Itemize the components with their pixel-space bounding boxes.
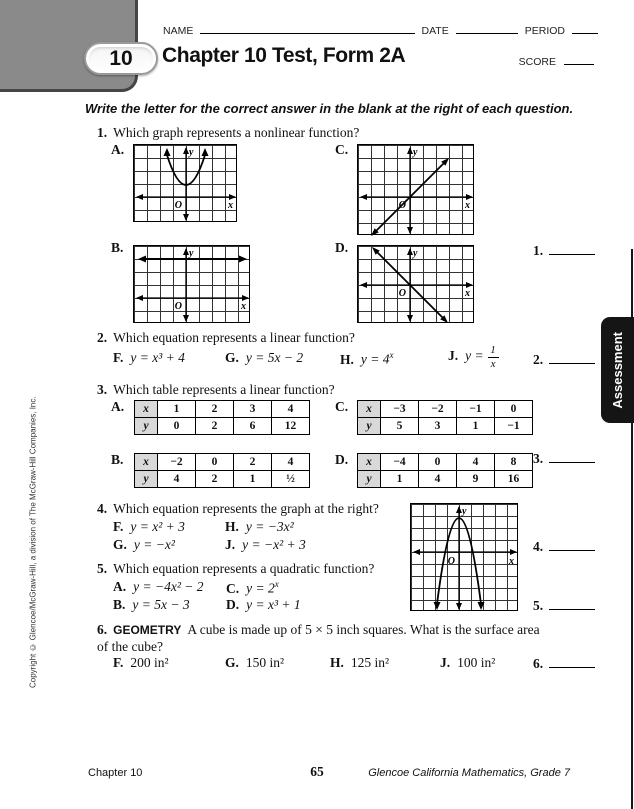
question-5 (97, 561, 374, 577)
q3-choice-a-label: A. (111, 399, 125, 414)
x-axis-left-arrow-icon (136, 194, 143, 200)
q1-graph-a (133, 144, 237, 222)
origin-label: O (398, 200, 406, 211)
answer-blank-6 (533, 656, 595, 672)
x-axis-left-arrow-icon (136, 295, 143, 301)
x-axis-label: x (509, 556, 514, 567)
question-4-number: 4. (97, 501, 108, 516)
assessment-tab-label: Assessment (610, 331, 625, 409)
y-axis-label: y (413, 147, 418, 158)
question-5-number: 5. (97, 561, 108, 576)
question-2-number: 2. (97, 330, 108, 345)
q5-choice-a: A. y = −4x² − 2 (113, 579, 204, 594)
curve-arrow-icon (202, 148, 209, 156)
origin-label: O (174, 200, 182, 211)
q3-choice-d-label: D. (335, 452, 349, 467)
q1-graph-c (357, 144, 474, 235)
answer-6-number: 6. (533, 656, 544, 671)
q3-table-d: x −4 0 4 8 y 1 4 9 16 (357, 453, 533, 488)
q2-choice-h: H. $y = 4^x$ (340, 350, 394, 367)
chapter-number: 10 (109, 46, 133, 70)
parabola-up-graph (134, 145, 238, 223)
origin-label: O (447, 556, 455, 567)
question-3-text: Which table represents a linear function? (113, 382, 335, 397)
assessment-tab (601, 317, 634, 423)
line-arrow-icon (138, 256, 146, 263)
header-fields (163, 24, 598, 37)
horizontal-line-graph (134, 246, 251, 324)
period-label: PERIOD (524, 25, 565, 37)
question-4 (97, 501, 379, 517)
question-6-number: 6. (97, 622, 108, 637)
line-arrow-icon (239, 256, 247, 263)
x-axis-label: x (241, 301, 246, 312)
question-2-text: Which equation represents a linear function? (113, 330, 355, 345)
answer-1-number: 1. (533, 243, 544, 258)
answer-blank-1 (533, 243, 595, 259)
curve-arrow-icon (164, 148, 171, 156)
x-axis-left-arrow-icon (360, 282, 367, 288)
chapter-badge (84, 42, 158, 75)
y-axis-bottom-arrow-icon (183, 214, 189, 221)
q3-table-a: x 1 2 3 4 y 0 2 6 12 (134, 400, 310, 435)
question-2 (97, 330, 355, 346)
footer-chapter: Chapter 10 (88, 767, 143, 779)
question-3-number: 3. (97, 382, 108, 397)
q5-choice-c: C. $y = 2^x$ (226, 579, 279, 596)
answer-4-number: 4. (533, 539, 544, 554)
y-axis-bottom-arrow-icon (183, 315, 189, 322)
x-axis-label: x (228, 200, 233, 211)
parabola-down-graph (411, 504, 519, 612)
q4-choice-f: F. y = x² + 3 (113, 519, 185, 534)
answer-2-number: 2. (533, 352, 544, 367)
x-axis-label: x (465, 200, 470, 211)
answer-2-line[interactable] (549, 353, 595, 364)
q1-choice-b-label: B. (111, 240, 124, 255)
fraction: $\frac{1}{x}$ (488, 344, 499, 370)
answer-6-line[interactable] (549, 657, 595, 668)
q1-choice-a-label: A. (111, 142, 125, 157)
x-axis-label: x (465, 288, 470, 299)
answer-1-line[interactable] (549, 244, 595, 255)
answer-blank-3 (533, 451, 595, 467)
y-axis-label: y (462, 506, 467, 517)
answer-blank-5 (533, 598, 595, 614)
question-3 (97, 382, 335, 398)
q4-choice-j: J. y = −x² + 3 (225, 537, 306, 552)
q6-choice-h: H. 125 in² (330, 655, 390, 670)
increasing-line-graph (358, 145, 475, 236)
y-axis-bottom-arrow-icon (407, 227, 413, 234)
q4-choice-h: H. y = −3x² (225, 519, 294, 534)
q1-choice-d-label: D. (335, 240, 349, 255)
question-1-number: 1. (97, 125, 108, 140)
date-label: DATE (421, 25, 449, 37)
q3-table-b: x −2 0 2 4 y 4 2 1 ½ (134, 453, 310, 488)
question-1 (97, 125, 359, 141)
copyright-vertical-text: Copyright © Glencoe/McGraw-Hill, a division of The McGraw-Hill Companies, Inc. (28, 396, 38, 688)
y-axis-label: y (413, 248, 418, 259)
question-1-text: Which graph represents a nonlinear function? (113, 125, 360, 140)
answer-5-line[interactable] (549, 599, 595, 610)
question-6-keyword: GEOMETRY (113, 623, 182, 637)
instruction-text: Write the letter for the correct answer in the blank at the right of each question. (85, 101, 574, 116)
y-axis-bottom-arrow-icon (407, 315, 413, 322)
q1-choice-c-label: C. (335, 142, 349, 157)
answer-3-number: 3. (533, 451, 544, 466)
q3-table-c: x −3 −2 −1 0 y 5 3 1 −1 (357, 400, 533, 435)
q4-graph (410, 503, 518, 611)
q2-choice-j: J. y = $\frac{1}{x}$ (448, 344, 499, 370)
right-edge-rule (631, 249, 633, 809)
x-axis-left-arrow-icon (360, 194, 367, 200)
question-5-text: Which equation represents a quadratic function? (113, 561, 375, 576)
q1-graph-d (357, 245, 474, 323)
answer-5-number: 5. (533, 598, 544, 613)
origin-label: O (398, 288, 406, 299)
origin-label: O (174, 301, 182, 312)
date-field-line[interactable] (456, 24, 518, 34)
q2-choice-f: F. y = x³ + 4 (113, 350, 185, 365)
q1-graph-b (133, 245, 250, 323)
q2-choice-g: G. y = 5x − 2 (225, 350, 304, 365)
curve-arrow-icon (434, 602, 441, 610)
y-axis-label: y (189, 248, 194, 259)
q6-choice-g: G. 150 in² (225, 655, 285, 670)
q5-choice-b: B. y = 5x − 3 (113, 597, 190, 612)
answer-3-line[interactable] (549, 452, 595, 463)
q4-choice-g: G. y = −x² (113, 537, 175, 552)
y-axis-bottom-arrow-icon (456, 603, 462, 610)
question-6-text: A cube is made up of 5 × 5 inch squares. What is the surface area of the cube? (97, 622, 540, 654)
q6-choice-f: F. 200 in² (113, 655, 169, 670)
answer-4-line[interactable] (549, 540, 595, 551)
page-title: Chapter 10 Test, Form 2A (162, 44, 406, 67)
footer-page-number: 65 (310, 764, 324, 779)
name-field-line[interactable] (200, 24, 414, 34)
question-6 (97, 622, 552, 656)
answer-blank-4 (533, 539, 595, 555)
decreasing-line-graph (358, 246, 475, 324)
name-label: NAME (163, 25, 194, 37)
x-axis-right-arrow-icon (510, 549, 517, 555)
score-field-line[interactable] (564, 55, 594, 65)
score-field (519, 55, 594, 68)
q3-choice-c-label: C. (335, 399, 349, 414)
score-label: SCORE (518, 56, 556, 68)
q5-choice-d: D. y = x³ + 1 (226, 597, 301, 612)
footer-book-title: Glencoe California Mathematics, Grade 7 (368, 767, 570, 779)
answer-blank-2 (533, 352, 595, 368)
question-4-text: Which equation represents the graph at the right? (113, 501, 379, 516)
curve-arrow-icon (478, 602, 485, 610)
period-field-line[interactable] (572, 24, 598, 34)
x-axis-left-arrow-icon (413, 549, 420, 555)
y-axis-label: y (189, 147, 194, 158)
q6-choice-j: J. 100 in² (440, 655, 496, 670)
q3-choice-b-label: B. (111, 452, 124, 467)
